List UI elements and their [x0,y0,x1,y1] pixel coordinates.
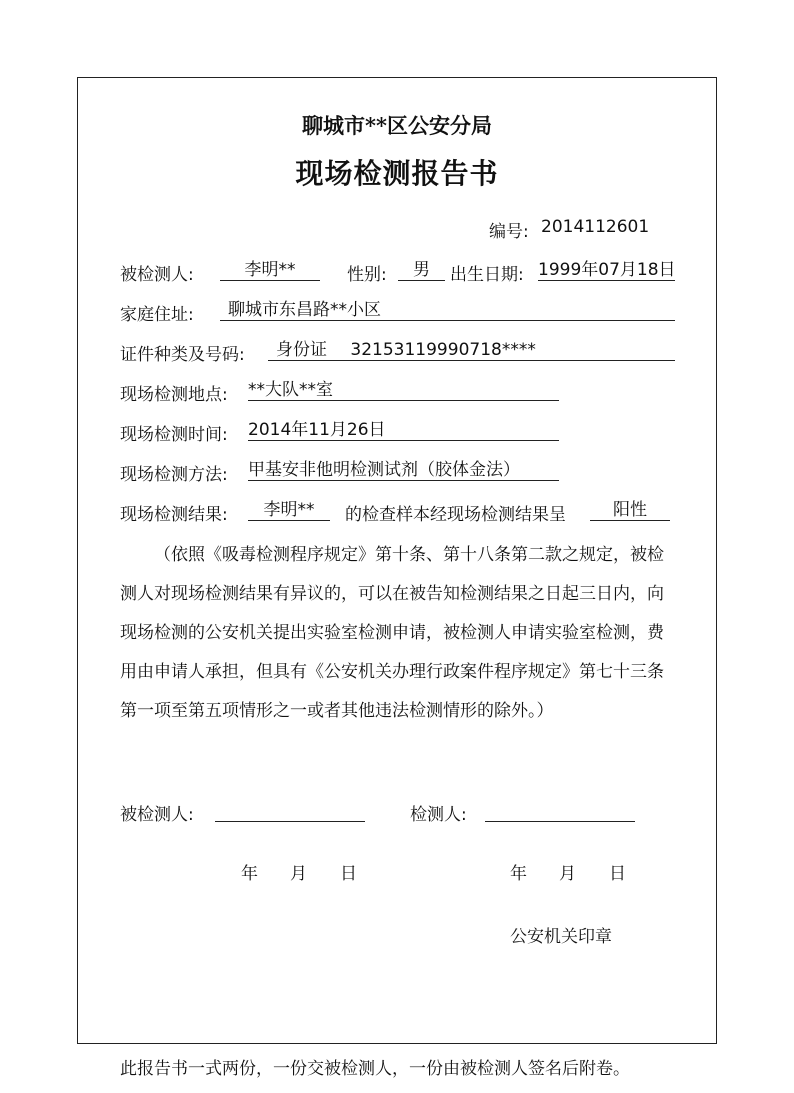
gender-label: 性别: [347,265,387,285]
legal-notice [120,536,680,731]
address-field: 聊城市东昌路**小区 [220,299,675,321]
dob-label: 出生日期: [450,265,524,285]
number-value: 2014112601 [541,217,650,237]
tester-signature-label: 检测人: [410,805,467,825]
id-label: 证件种类及号码: [120,345,245,365]
subject-signature-line[interactable] [215,821,365,822]
subject-name-field: 李明** [220,259,320,281]
subject-date-month: 月 [290,864,307,884]
gender-field: 男 [398,259,445,281]
document-title: 现场检测报告书 [295,157,499,190]
tester-date-month: 月 [559,864,576,884]
issuing-authority: 聊城市**区公安分局 [302,113,492,138]
subject-signature-label: 被检测人: [120,805,194,825]
subject-label: 被检测人: [120,265,194,285]
result-name-field: 李明** [248,499,330,521]
id-type: 身份证 [276,340,327,360]
method-label: 现场检测方法: [120,465,228,485]
legal-notice-text: （依照《吸毒检测程序规定》第十条、第十八条第二款之规定，被检测人对现场检测结果有异议的，可以在被告知检测结果之日起三日内，向现场检测的公安机关提出实验室检测申请，被检测人申请实验室检测，费用由申请人承担，但具有《公安机关办理行政案件程序规定》第七十三条第一项至第五项情形之一或者其他违法检测情形的除外。） [120,545,664,721]
subject-date-year: 年 [241,864,258,884]
tester-date-year: 年 [510,864,527,884]
number-label: 编号: [489,222,529,242]
subject-date-day: 日 [340,864,357,884]
police-seal-label: 公安机关印章 [510,927,612,947]
tester-signature-line[interactable] [485,821,635,822]
result-value-field: 阳性 [590,499,670,521]
address-label: 家庭住址: [120,305,194,325]
footer-note: 此报告书一式两份，一份交被检测人，一份由被检测人签名后附卷。 [120,1059,630,1079]
id-number: 32153119990718**** [350,340,536,360]
tester-date-day: 日 [609,864,626,884]
result-label: 现场检测结果: [120,505,228,525]
location-field: **大队**室 [248,379,559,401]
time-field: 2014年11月26日 [248,419,559,441]
result-sentence: 的检查样本经现场检测结果呈 [345,505,566,525]
id-field [268,339,675,361]
dob-field: 1999年07月18日 [538,260,676,280]
location-label: 现场检测地点: [120,385,228,405]
time-label: 现场检测时间: [120,425,228,445]
method-field: 甲基安非他明检测试剂（胶体金法） [248,459,559,481]
